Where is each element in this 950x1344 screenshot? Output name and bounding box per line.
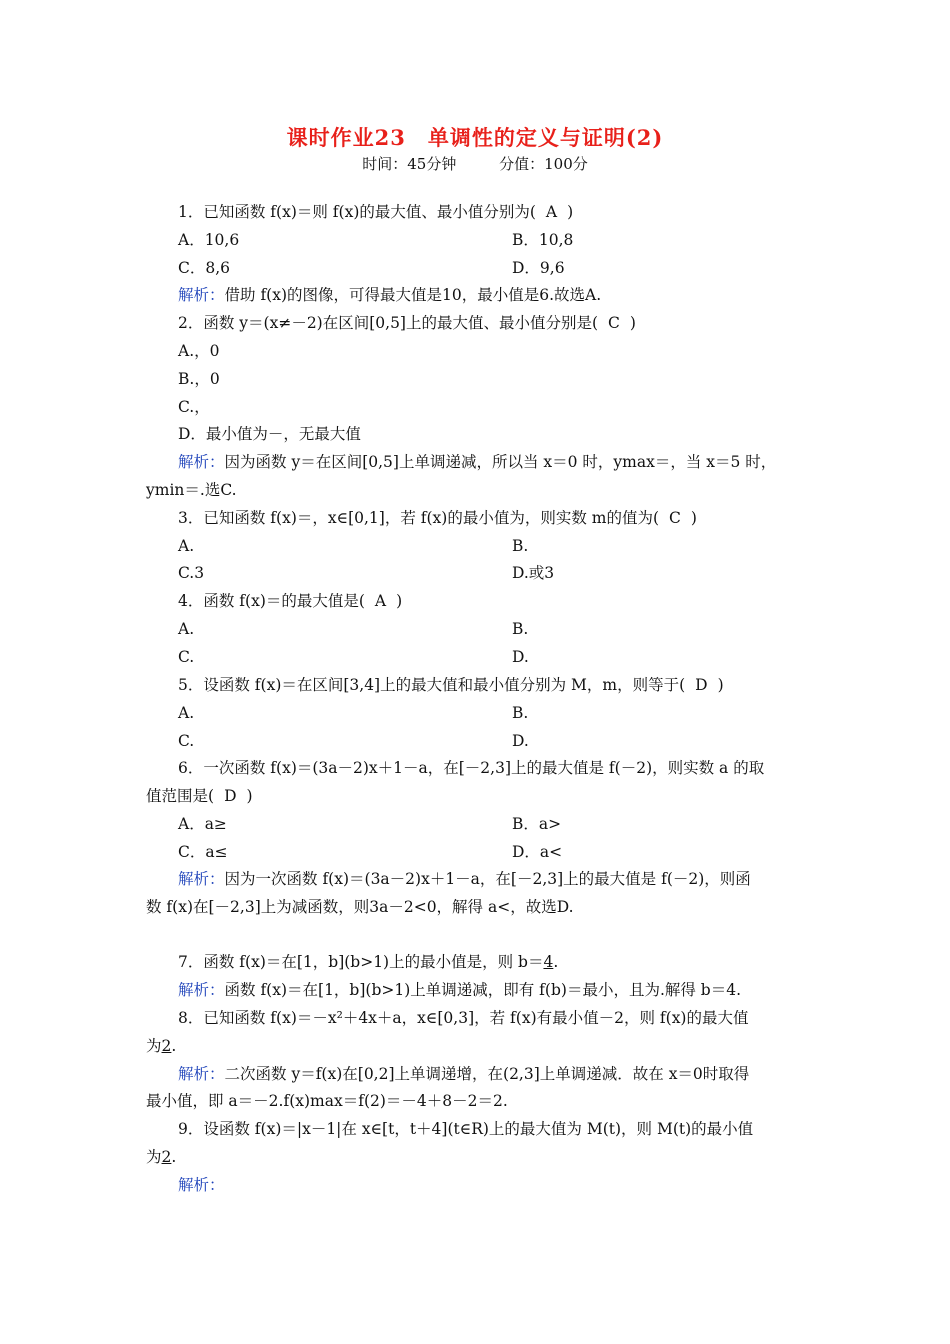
q2-option-a: A.，0 <box>178 342 220 360</box>
q8-answer: 2 <box>161 1037 172 1055</box>
q6-stem-cont: 值范围是( D ) <box>146 787 253 805</box>
q3-option-b: B. <box>512 537 529 555</box>
q5-option-b: B. <box>512 704 529 722</box>
q8-stem-cont: 为2. <box>146 1037 177 1055</box>
q8-explanation-cont: 最小值，即 a＝－2.f(x)max＝f(2)＝－4＋8－2＝2. <box>146 1092 508 1110</box>
q9-answer: 2 <box>161 1148 172 1166</box>
q1-option-d: D．9,6 <box>512 259 565 277</box>
q6-explanation-cont: 数 f(x)在[－2,3]上为减函数，则3a－2<0，解得 a<，故选D. <box>146 898 574 916</box>
q1-option-a: A．10,6 <box>178 231 240 249</box>
q3-answer: C <box>669 509 681 527</box>
explanation-label: 解析： <box>178 286 225 304</box>
q2-option-b: B.，0 <box>178 370 220 388</box>
q3-option-c: C.3 <box>178 564 205 582</box>
q1-option-c: C．8,6 <box>178 259 231 277</box>
q6-option-b: B．a> <box>512 815 562 833</box>
q3-stem: 3．已知函数 f(x)＝，x∈[0,1]，若 f(x)的最小值为，则实数 m的值为( C ) <box>178 509 697 527</box>
q2-option-c: C.， <box>178 398 210 416</box>
q1-stem: 1．已知函数 f(x)＝则 f(x)的最大值、最小值分别为( A ) <box>178 203 574 221</box>
q7-stem: 7．函数 f(x)＝在[1，b](b>1)上的最小值是，则 b＝4. <box>178 953 559 971</box>
q9-explanation <box>178 1175 225 1195</box>
q6-answer: D <box>224 787 237 805</box>
explanation-label: 解析： <box>178 453 225 471</box>
page-title: 课时作业23 单调性的定义与证明(2) <box>286 125 664 150</box>
q1-answer: A <box>545 203 558 221</box>
explanation-label: 解析： <box>178 870 225 888</box>
q4-option-c: C. <box>178 648 195 666</box>
q6-option-c: C．a≤ <box>178 843 228 861</box>
q1-explanation: 解析：借助 f(x)的图像，可得最大值是10，最小值是6.故选A. <box>178 286 602 304</box>
q6-option-a: A．a≥ <box>178 815 227 833</box>
q6-explanation: 解析：因为一次函数 f(x)＝(3a－2)x＋1－a，在[－2,3]上的最大值是 f(－2)，则函 <box>178 870 751 888</box>
q3-option-d: D.或3 <box>512 564 555 582</box>
q5-option-d: D. <box>512 732 529 750</box>
q2-answer: C <box>608 314 620 332</box>
q7-explanation: 解析：函数 f(x)＝在[1，b](b>1)上单调递减，即有 f(b)＝最小，且为.解得 b＝4. <box>178 981 742 999</box>
q2-stem: 2．函数 y＝(x≠－2)在区间[0,5]上的最大值、最小值分别是( C ) <box>178 314 636 332</box>
total-score: 分值：100分 <box>499 155 588 173</box>
q4-answer: A <box>374 592 387 610</box>
q2-option-d: D．最小值为－，无最大值 <box>178 425 361 443</box>
q8-stem: 8．已知函数 f(x)＝－x²＋4x＋a，x∈[0,3]，若 f(x)有最小值－2，则 f(x)的最大值 <box>178 1009 749 1027</box>
q5-stem: 5．设函数 f(x)＝在区间[3,4]上的最大值和最小值分别为 M，m，则等于( D ) <box>178 676 724 694</box>
q5-answer: D <box>695 676 708 694</box>
explanation-label: 解析： <box>178 1065 225 1083</box>
page-subtitle <box>0 153 950 174</box>
q4-option-d: D. <box>512 648 529 666</box>
explanation-label: 解析： <box>178 1176 225 1194</box>
q6-option-d: D．a< <box>512 843 563 861</box>
time-limit: 时间：45分钟 <box>362 155 457 173</box>
q8-explanation: 解析：二次函数 y＝f(x)在[0,2]上单调递增，在(2,3]上单调递减．故在 x＝0时取得 <box>178 1065 750 1083</box>
q4-option-a: A. <box>178 620 195 638</box>
q5-option-c: C. <box>178 732 195 750</box>
q9-stem: 9．设函数 f(x)＝|x－1|在 x∈[t，t＋4](t∈R)上的最大值为 M(t)，则 M(t)的最小值 <box>178 1120 754 1138</box>
q3-option-a: A. <box>178 537 195 555</box>
q2-explanation: 解析：因为函数 y＝在区间[0,5]上单调递减，所以当 x＝0 时，ymax＝，当 x＝5 时， <box>178 453 777 471</box>
q5-option-a: A. <box>178 704 195 722</box>
explanation-label: 解析： <box>178 981 225 999</box>
q4-stem: 4．函数 f(x)＝的最大值是( A ) <box>178 592 403 610</box>
q2-explanation-cont: ymin＝.选C. <box>146 481 237 499</box>
q9-stem-cont: 为2. <box>146 1148 177 1166</box>
q4-option-b: B. <box>512 620 529 638</box>
q6-stem: 6．一次函数 f(x)＝(3a－2)x＋1－a，在[－2,3]上的最大值是 f(－2)，则实数 a 的取 <box>178 759 765 777</box>
q7-answer: 4 <box>543 953 554 971</box>
q1-option-b: B．10,8 <box>512 231 574 249</box>
